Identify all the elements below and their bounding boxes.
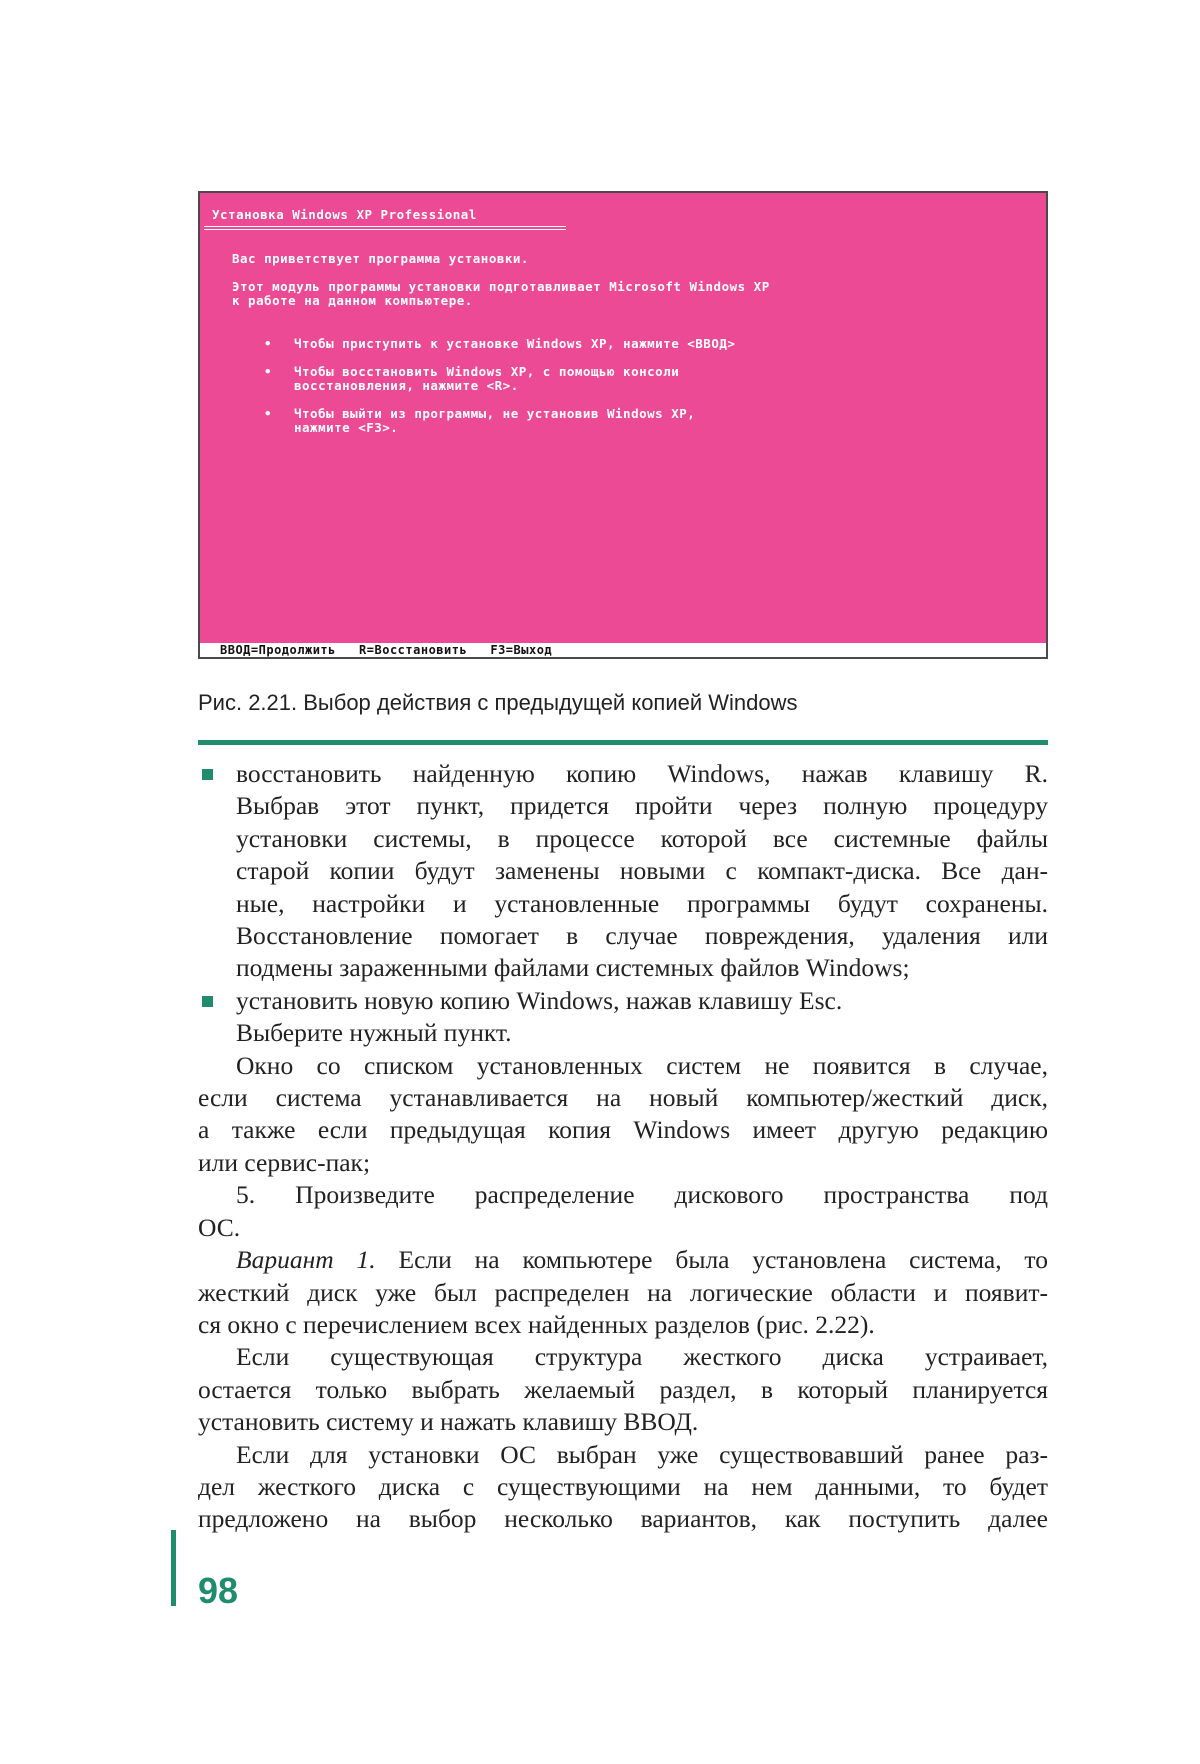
text-line: установки системы, в процессе которой все системные файлы [236, 823, 1048, 853]
option-exit-line1: Чтобы выйти из программы, не установив Windows XP, [294, 406, 696, 421]
paragraph-variant-1 [198, 1244, 1048, 1341]
list-item-restore [198, 758, 1048, 985]
text-line: старой копии будут заменены новыми с компакт-диска. Все дан- [236, 856, 1048, 886]
text-line: Выбрав этот пункт, придется пройти через полную процедуру [236, 791, 1048, 821]
page-number: 98 [198, 1570, 239, 1611]
variant-text: Если на компьютере была установлена система, то [375, 1245, 1048, 1275]
text-line: остается только выбрать желаемый раздел, в который планируется [198, 1374, 1048, 1404]
setup-welcome: Вас приветствует программа установки. [232, 251, 529, 266]
text-line: установить систему и нажать клавишу ВВОД. [198, 1407, 699, 1437]
text-line [198, 1244, 1048, 1276]
paragraph-existing-partition [198, 1439, 1048, 1536]
option-bullet-icon: • [264, 336, 273, 351]
list-item-new-install [198, 985, 1048, 1017]
paragraph-structure [198, 1341, 1048, 1438]
text-line: или сервис-пак; [198, 1147, 371, 1177]
text-line: установить новую копию Windows, нажав клавишу Esc. [236, 985, 843, 1015]
setup-title-underline-2 [204, 229, 566, 230]
section-divider [198, 740, 1048, 745]
option-bullet-icon: • [264, 406, 273, 421]
text-line: 5. Произведите распределение дискового пространства под [236, 1180, 1048, 1210]
setup-status-bar: ВВОД=Продолжить R=Восстановить F3=Выход [200, 643, 1046, 657]
text-line: Восстановление помогает в случае повреждения, удаления или [236, 921, 1048, 951]
square-bullet-icon [202, 769, 213, 780]
text-line: а также если предыдущая копия Windows имеет другую редакцию [198, 1115, 1048, 1145]
text-line: Если для установки ОС выбран уже существовавший ранее раз- [236, 1439, 1048, 1469]
text-line: восстановить найденную копию Windows, нажав клавишу R. [236, 759, 1048, 788]
text-line: ОС. [198, 1212, 241, 1242]
setup-title-underline [204, 226, 566, 227]
text-line: если система устанавливается на новый компьютер/жесткий диск, [198, 1083, 1048, 1113]
figure-caption: Рис. 2.21. Выбор действия с предыдущей копией Windows [198, 690, 798, 715]
setup-intro-line2: к работе на данном компьютере. [232, 293, 473, 308]
text-line: дел жесткого диска с существующими на нем данными, то будет [198, 1471, 1048, 1501]
setup-title: Установка Windows XP Professional [212, 207, 477, 222]
option-repair-line2: восстановления, нажмите <R>. [294, 378, 519, 393]
text-line: ные, настройки и установленные программы будут сохранены. [236, 888, 1048, 918]
page-number-bar [171, 1530, 176, 1606]
variant-label: Вариант 1. [236, 1245, 376, 1275]
paragraph-window-note [198, 1050, 1048, 1180]
text-line: ся окно с перечислением всех найденных разделов (рис. 2.22). [198, 1309, 875, 1339]
choose-line: Выберите нужный пункт. [236, 1018, 512, 1048]
text-line: предложено на выбор несколько вариантов, как поступить далее [198, 1504, 1048, 1534]
paragraph-step-5 [198, 1179, 1048, 1244]
text-line: Окно со списком установленных систем не появится в случае, [236, 1050, 1048, 1080]
option-exit-line2: нажмите <F3>. [294, 420, 399, 435]
option-continue: Чтобы приступить к установке Windows XP, нажмите <ВВОД> [294, 336, 736, 351]
text-line: жесткий диск уже был распределен на логические области и появит- [198, 1277, 1048, 1307]
text-line: Если существующая структура жесткого диска устраивает, [236, 1342, 1048, 1372]
body-text [198, 758, 1048, 1536]
setup-screen-figure [198, 191, 1048, 659]
setup-intro-line1: Этот модуль программы установки подготавливает Microsoft Windows XP [232, 279, 770, 294]
option-bullet-icon: • [264, 364, 273, 379]
square-bullet-icon [202, 996, 213, 1007]
option-repair-line1: Чтобы восстановить Windows XP, с помощью консоли [294, 364, 680, 379]
text-line: подмены зараженными файлами системных файлов Windows; [236, 953, 910, 983]
